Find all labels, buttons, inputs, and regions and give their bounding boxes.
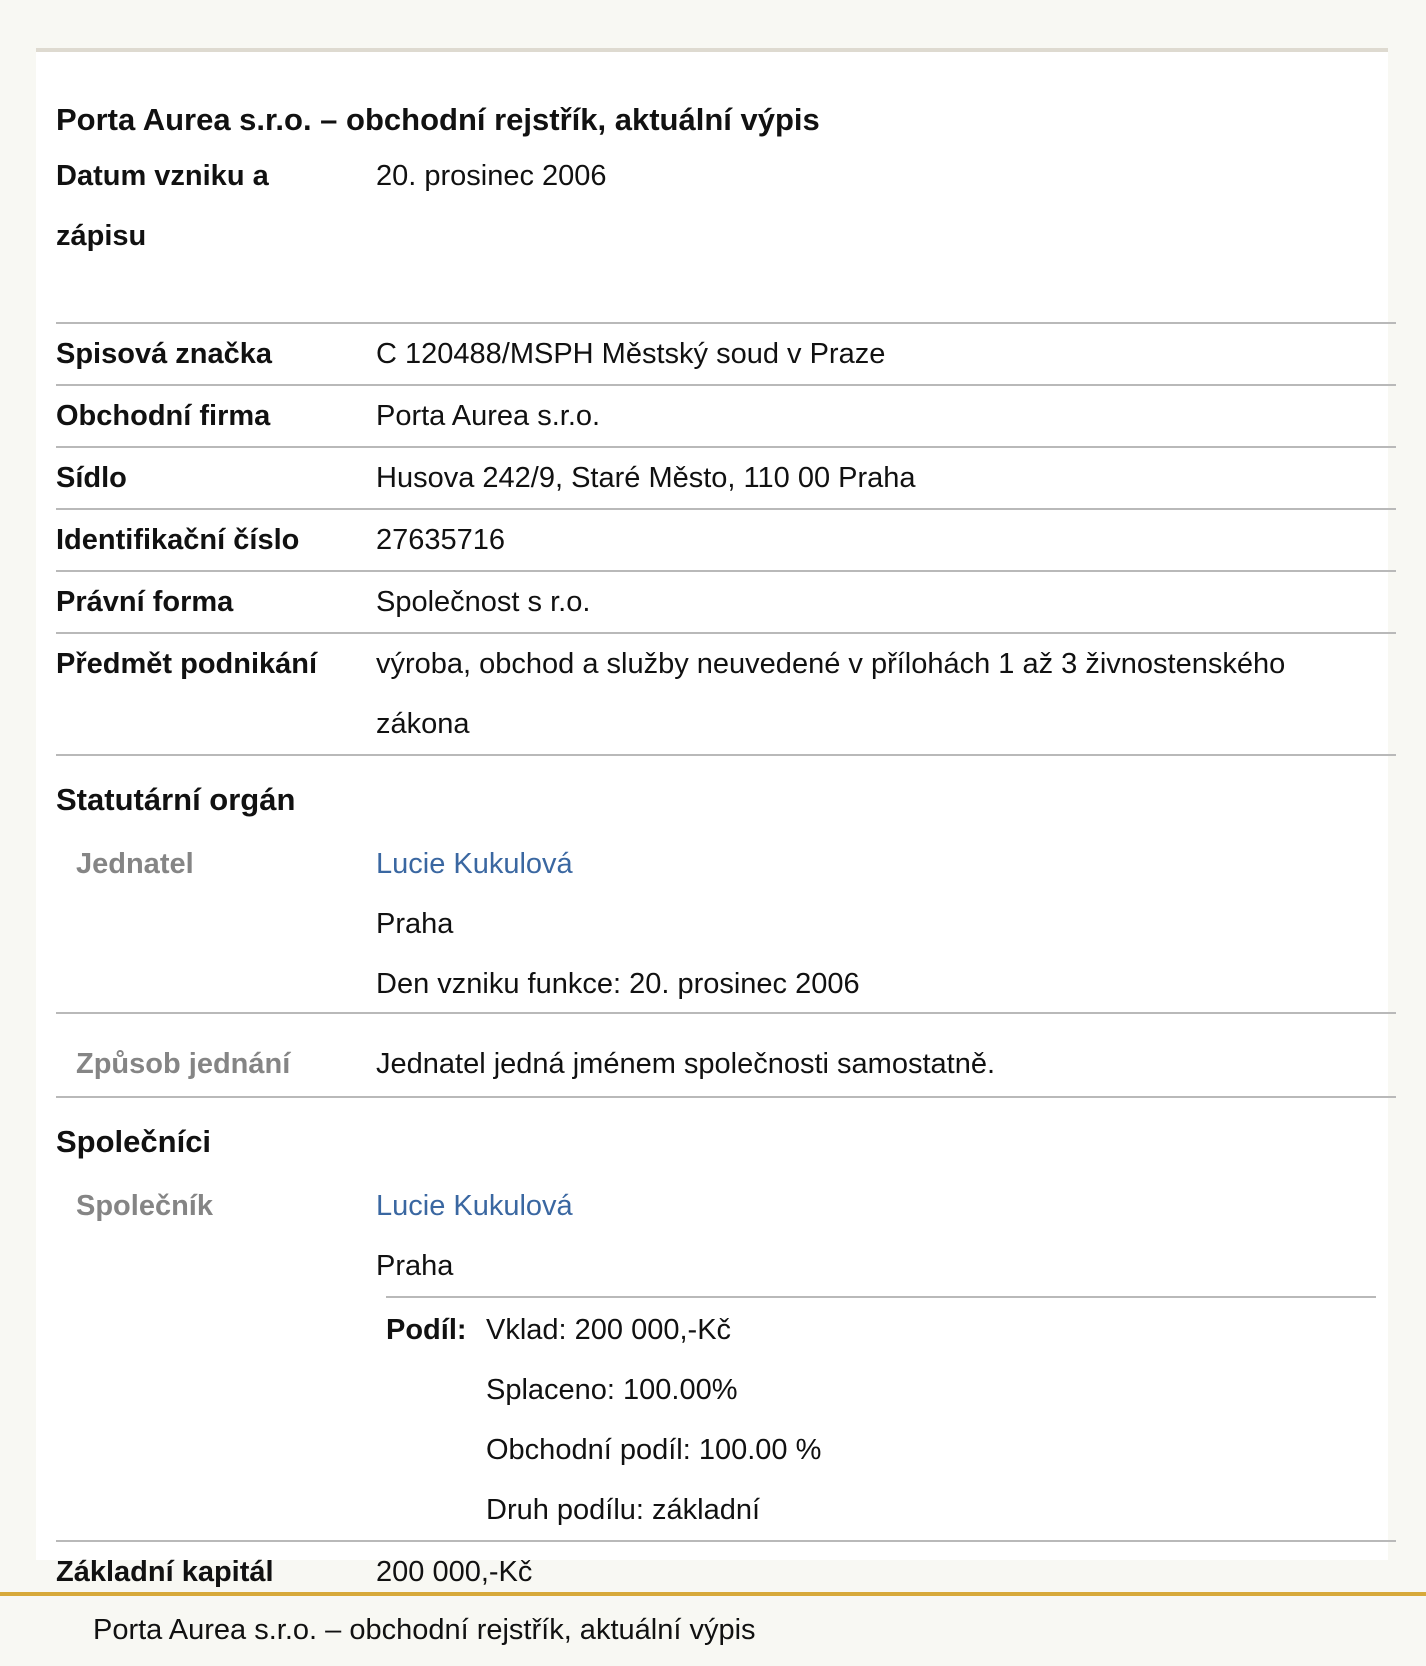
row-label: Způsob jednání	[76, 1048, 291, 1080]
share-label: Podíl:	[386, 1314, 467, 1346]
person-city: Praha	[376, 1250, 454, 1282]
person-link[interactable]: Lucie Kukulová	[376, 1190, 573, 1222]
row-spolecnik	[56, 1176, 1396, 1542]
row-predmet-podnikani	[56, 634, 1396, 756]
row-jednatel	[56, 834, 1396, 1014]
share-splaceno: Splaceno: 100.00%	[486, 1374, 738, 1406]
footer-title: Porta Aurea s.r.o. – obchodní rejstřík, aktuální výpis	[93, 1614, 756, 1646]
row-spisova-znacka	[56, 324, 1396, 386]
row-label: Obchodní firma	[56, 400, 271, 432]
register-extract-card	[36, 48, 1388, 1588]
page-title: Porta Aurea s.r.o. – obchodní rejstřík, aktuální výpis	[56, 102, 820, 137]
row-label: Jednatel	[76, 848, 194, 880]
row-value: Husova 242/9, Staré Město, 110 00 Praha	[376, 462, 916, 494]
row-label-line: zápisu	[56, 220, 147, 252]
row-label: Předmět podnikání	[56, 648, 318, 680]
row-zpusob-jednani	[56, 1034, 1396, 1098]
row-label: Sídlo	[56, 462, 127, 494]
row-value-line: zákona	[376, 708, 470, 740]
row-value	[376, 634, 1376, 754]
row-label	[56, 146, 356, 266]
row-value: 27635716	[376, 524, 506, 556]
share-druh: Druh podílu: základní	[486, 1494, 761, 1526]
person-city: Praha	[376, 908, 454, 940]
person-link[interactable]: Lucie Kukulová	[376, 848, 573, 880]
row-value: Porta Aurea s.r.o.	[376, 400, 601, 432]
row-label-line: Datum vzniku a	[56, 160, 269, 192]
row-label: Právní forma	[56, 586, 234, 618]
row-value	[376, 1176, 1376, 1296]
row-label: Spisová značka	[56, 338, 272, 370]
share-details	[486, 1300, 821, 1540]
share-obchodni-podil: Obchodní podíl: 100.00 %	[486, 1434, 822, 1466]
row-value	[376, 834, 1376, 1014]
row-identifikacni-cislo	[56, 510, 1396, 572]
row-datum-vzniku	[56, 146, 1396, 324]
row-label: Společník	[76, 1190, 213, 1222]
row-pravni-forma	[56, 572, 1396, 634]
row-label: Základní kapitál	[56, 1556, 274, 1588]
row-value: C 120488/MSPH Městský soud v Praze	[376, 338, 886, 370]
row-value-line: výroba, obchod a služby neuvedené v přílohách 1 až 3 živnostenského	[376, 648, 1286, 680]
function-since: Den vzniku funkce: 20. prosinec 2006	[376, 968, 860, 1000]
page-footer	[0, 1592, 1426, 1666]
share-divider	[386, 1296, 1376, 1298]
row-obchodni-firma	[56, 386, 1396, 448]
section-heading-spolecnici: Společníci	[56, 1124, 212, 1159]
share-vklad: Vklad: 200 000,-Kč	[486, 1314, 732, 1346]
row-value: Jednatel jedná jménem společnosti samostatně.	[376, 1048, 996, 1080]
row-value: 200 000,-Kč	[376, 1556, 533, 1588]
row-value: Společnost s r.o.	[376, 586, 591, 618]
row-sidlo	[56, 448, 1396, 510]
section-heading-statutarni: Statutární orgán	[56, 782, 296, 817]
row-label: Identifikační číslo	[56, 524, 300, 556]
row-value: 20. prosinec 2006	[376, 160, 607, 192]
